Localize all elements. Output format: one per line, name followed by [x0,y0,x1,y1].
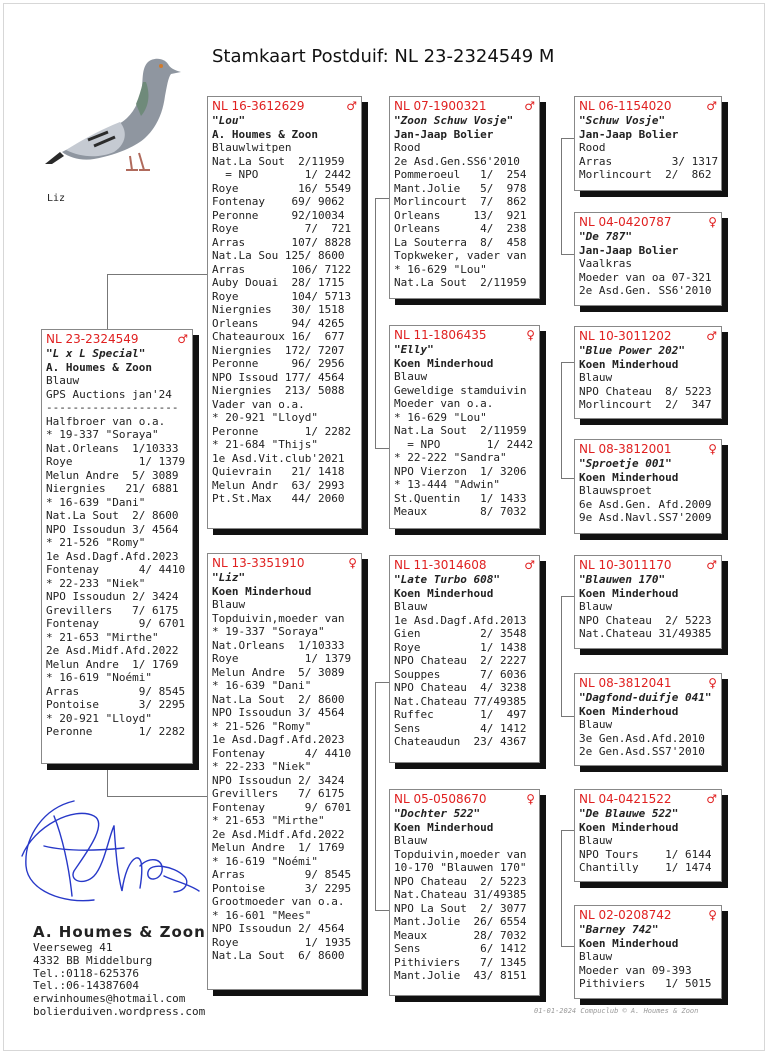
page-title: Stamkaart Postduif: NL 23-2324549 M [212,46,555,67]
photo-caption: Liz [47,193,66,204]
connector-line [375,682,376,910]
card-line: Orleans 13/ 921 [394,208,527,222]
card-line: Rood [394,141,421,154]
breeder-name: Koen Minderhoud [394,586,494,600]
male-icon: ♂ [706,99,717,113]
card-line: * 16-639 "Dani" [46,495,146,509]
card-line: Melun Andr 63/ 2993 [212,478,345,492]
card-header [579,329,717,344]
card-line: Nat.La Sout 2/11959 [394,276,527,289]
card-line: 2e Asd.Midf.Afd.2022 [46,644,179,657]
connector-line [561,362,574,363]
card-line: Niergnies 30/ 1518 [212,303,345,316]
card-line: * 21-653 "Mirthe" [46,630,159,644]
breeder-name: Koen Minderhoud [579,704,679,718]
card-line: * 21-526 "Romy" [212,719,312,733]
ring-number: NL 23-2324549 [46,332,139,346]
card-line: 2e Asd.Gen. SS6'2010 [579,284,712,297]
owner-address-block [33,922,206,1019]
owner-website[interactable]: bolierduiven.wordpress.com [33,1004,206,1018]
card-line: * 22-233 "Niek" [212,760,312,773]
card-line: Topkweker, vader van [394,249,527,262]
connector-line [561,362,562,478]
card-line: NPO Chateau 2/ 5223 [579,613,712,627]
pigeon-name: "Lou" [212,114,246,127]
card-header [579,676,717,691]
card-line: Blauw [579,718,613,731]
card-header [579,99,717,114]
card-line: Nat.La Sout 2/ 8600 [212,692,345,706]
card-line: Blauw [394,600,428,613]
connector-line [107,764,108,796]
card-line: Grootmoeder van o.a. [212,895,345,908]
pedigree-card-maternal-grandfather [389,555,540,763]
card-line: Quievrain 21/ 1418 [212,465,345,478]
connector-line [561,596,574,597]
card-line: Fontenay 4/ 4410 [212,746,352,760]
card-line: Arras 9/ 8545 [46,684,186,698]
card-line: Pontoise 3/ 2295 [212,881,352,895]
pedigree-card-maternal-grandmother [389,789,540,996]
connector-line [561,254,574,255]
pedigree-card-father [207,96,362,529]
card-line: Nat.La Sout 2/ 8600 [46,509,179,522]
card-line: Moeder van oa 07-321 [579,270,712,284]
card-line: Roye 1/ 1379 [46,455,186,468]
breeder-name: Jan-Jaap Bolier [579,127,679,141]
card-line: Nat.Orleans 1/10333 [212,638,345,652]
card-line: Nat.Chateau 77/49385 [394,694,527,708]
pigeon-name: "Sproetje 001" [579,457,672,470]
pedigree-card-ffm [574,212,722,306]
owner-email[interactable]: erwinhoumes@hotmail.com [33,992,186,1006]
card-line: * 19-337 "Soraya" [46,428,159,441]
card-line: Meaux 8/ 7032 [394,505,527,518]
card-line: 1e Asd.Dagf.Afd.2013 [394,613,527,627]
card-line: Mant.Jolie 5/ 978 [394,181,527,195]
card-line: Blauwlwitpen [212,141,292,154]
card-line: * 21-653 "Mirthe" [212,814,325,827]
ring-number: NL 06-1154020 [579,99,672,113]
card-line: Pithiviers 1/ 5015 [579,977,712,990]
card-line: NPO Chateau 2/ 2227 [394,654,527,667]
footer-credit: 01-01-2024 Compuclub © A. Houmes & Zoon [534,1007,699,1015]
card-line: Nat.Orleans 1/10333 [46,441,179,455]
card-line: NPO Chateau 4/ 3238 [394,681,527,694]
card-line: Peronne 96/ 2956 [212,357,345,370]
card-line: Pt.St.Max 44/ 2060 [212,492,345,505]
ring-number: NL 11-1806435 [394,328,487,342]
card-line: * 20-921 "Lloyd" [46,711,152,725]
card-line: Geweldige stamduivin [394,383,527,397]
card-line: Blauw [394,370,428,383]
breeder-name: Koen Minderhoud [579,470,679,484]
card-line: Chateaudun 23/ 4367 [394,735,527,748]
pigeon-name: "Schuw Vosje" [579,114,666,127]
female-icon: ♀ [708,442,717,456]
pigeon-name: "Blue Power 202" [579,344,685,357]
card-header [46,332,188,347]
connector-line [107,274,208,275]
card-line: 1e Asd.Dagf.Afd.2023 [212,733,345,746]
card-line: Melun Andre 1/ 1769 [212,841,345,854]
card-line: Nat.Chateau 31/49385 [394,888,527,901]
card-line: * 22-222 "Sandra" [394,451,507,464]
card-line: Orleans 4/ 238 [394,222,527,235]
pigeon-name: "Elly" [394,343,434,356]
card-line: Roye 7/ 721 [212,222,352,235]
owner-mobile: Tel.:06-14387604 [33,979,139,993]
connector-line [561,830,574,831]
card-line: Nat.La Sout 6/ 8600 [212,949,345,962]
pedigree-card-mother [207,553,362,990]
card-header [579,442,717,457]
ring-number: NL 10-3011202 [579,329,672,343]
card-line: Roye 1/ 1438 [394,640,527,654]
card-line: Grevillers 7/ 6175 [212,787,345,800]
card-header [579,558,717,573]
pedigree-card-mmm [574,905,722,999]
connector-line [561,138,574,139]
connector-line [375,448,389,449]
connector-line [375,910,389,911]
connector-line [561,138,562,254]
card-header [579,792,717,807]
card-line: 1e Asd.Vit.club'2021 [212,451,345,465]
ring-number: NL 02-0208742 [579,908,672,922]
card-line: NPO Issoudun 2/ 4564 [212,922,345,935]
card-line: Roye 16/ 5549 [212,181,352,195]
pigeon-name: "Blauwen 170" [579,573,666,586]
card-header [394,558,535,573]
pigeon-name: "Zoon Schuw Vosje" [394,114,514,127]
card-line: * 13-444 "Adwin" [394,478,500,491]
card-line: Nat.La Sou 125/ 8600 [212,249,345,262]
owner-name: A. Houmes & Zoon [33,923,206,941]
pedigree-card-paternal-grandfather [389,96,540,299]
card-line: Peronne 1/ 2282 [212,424,352,438]
card-line: = NPO 1/ 2442 [394,437,534,451]
card-line: Orleans 94/ 4265 [212,316,345,330]
card-line: Peronne 1/ 2282 [46,725,186,738]
card-line: Topduivin,moeder van [212,611,345,625]
ring-number: NL 04-0421522 [579,792,672,806]
connector-line [375,198,376,448]
card-line: * 16-639 "Dani" [212,679,312,692]
connector-line [375,682,389,683]
breeder-name: Koen Minderhoud [394,356,494,370]
card-line: NPO Vierzon 1/ 3206 [394,464,527,478]
card-line: Vaalkras [579,257,632,270]
card-line: GPS Auctions jan'24 [46,387,172,401]
card-line: Nat.La Sout 2/11959 [394,424,527,437]
card-line: Mant.Jolie 26/ 6554 [394,915,527,928]
card-line: Niergnies 172/ 7207 [212,343,345,357]
connector-line [561,716,574,717]
card-line: Blauw [579,834,613,847]
ring-number: NL 16-3612629 [212,99,305,113]
card-line: Blauw [579,600,613,613]
ring-number: NL 08-3812001 [579,442,672,456]
card-line: NPO Issoud 177/ 4564 [212,370,345,384]
card-line: 2e Asd.Gen.SS6'2010 [394,154,520,168]
card-line: 2e Gen.Asd.SS7'2010 [579,745,705,758]
card-line: Arras 106/ 7122 [212,262,352,276]
card-line: * 20-921 "Lloyd" [212,411,318,424]
card-line: * 16-619 "Noémi" [212,854,318,868]
pigeon-name: "Liz" [212,571,246,584]
card-line: Fontenay 69/ 9062 [212,195,345,208]
card-line: 3e Gen.Asd.Afd.2010 [579,731,705,745]
card-header [579,908,717,923]
breeder-name: Koen Minderhoud [579,936,679,950]
connector-line [561,830,562,946]
card-line: Blauw [212,598,246,611]
breeder-name: Koen Minderhoud [579,357,679,371]
card-line: Pithiviers 7/ 1345 [394,955,527,969]
male-icon: ♂ [706,329,717,343]
card-line: Roye 104/ 5713 [212,289,352,303]
card-line: * 21-684 "Thijs" [212,438,318,451]
female-icon: ♀ [526,792,535,806]
card-line: Blauwsproet [579,484,652,497]
card-line: Morlincourt 7/ 862 [394,195,527,208]
card-header [394,99,535,114]
ring-number: NL 13-3351910 [212,556,305,570]
card-line: Pommeroeul 1/ 254 [394,168,527,181]
card-line: NPO Chateau 8/ 5223 [579,384,712,398]
card-line: Blauw [579,950,613,963]
card-line: * 19-337 "Soraya" [212,625,325,638]
card-line: 1e Asd.Dagf.Afd.2023 [46,549,179,563]
card-line: Blauw [579,371,613,384]
card-line: * 16-619 "Noémi" [46,671,152,684]
card-header [394,792,535,807]
pedigree-card-fmf [574,326,722,419]
breeder-name: Jan-Jaap Bolier [579,243,679,257]
card-line: Pontoise 3/ 2295 [46,698,186,711]
card-line: Sens 4/ 1412 [394,721,527,735]
ring-number: NL 10-3011170 [579,558,672,572]
male-icon: ♂ [706,792,717,806]
male-icon: ♂ [346,99,357,113]
card-line: 6e Asd.Gen. Afd.2009 [579,497,712,511]
card-line: * 22-233 "Niek" [46,576,146,590]
card-line: Morlincourt 2/ 862 [579,168,712,181]
card-line: NPO Tours 1/ 6144 [579,847,712,861]
connector-line [561,946,574,947]
card-line: NPO La Sout 2/ 3077 [394,901,527,915]
pigeon-name: "L x L Special" [46,347,146,360]
card-line: Moeder van o.a. [394,397,494,410]
card-line: Fontenay 9/ 6701 [212,800,352,814]
female-icon: ♀ [526,328,535,342]
male-icon: ♂ [524,99,535,113]
male-icon: ♂ [177,332,188,346]
connector-line [375,198,389,199]
breeder-name: Koen Minderhoud [579,586,679,600]
card-line: Grevillers 7/ 6175 [46,603,179,617]
connector-line [107,274,108,329]
pedigree-card-mfm [574,673,722,766]
card-line: NPO Chateau 2/ 5223 [394,874,527,888]
pigeon-name: "Dagfond-duifje 041" [579,691,712,704]
female-icon: ♀ [708,215,717,229]
card-line: Arras 3/ 1317 [579,154,719,168]
male-icon: ♂ [524,558,535,572]
breeder-name: Jan-Jaap Bolier [394,127,494,141]
card-header [212,556,357,571]
pedigree-card-paternal-grandmother [389,325,540,529]
card-line: Blauw [394,834,428,847]
pedigree-card-fff [574,96,722,191]
card-header [579,215,717,230]
pigeon-name: "Barney 742" [579,923,659,936]
card-line: Rood [579,141,606,154]
card-header [212,99,357,114]
handwritten-signature [14,796,204,911]
ring-number: NL 04-0420787 [579,215,672,229]
connector-line [561,478,574,479]
female-icon: ♀ [348,556,357,570]
card-line: 9e Asd.Navl.SS7'2009 [579,511,712,524]
card-line: Chantilly 1/ 1474 [579,861,712,874]
card-line: Melun Andre 5/ 3089 [46,468,179,482]
card-line: Vader van o.a. [212,397,305,411]
card-line: 2e Asd.Midf.Afd.2022 [212,827,345,841]
card-line: La Souterra 8/ 458 [394,235,527,249]
connector-line [561,596,562,716]
card-line: Melun Andre 1/ 1769 [46,657,179,671]
breeder-name: Koen Minderhoud [394,820,494,834]
card-line: Sens 6/ 1412 [394,942,527,955]
card-line: Melun Andre 5/ 3089 [212,665,345,679]
pigeon-name: "De Blauwe 522" [579,807,679,820]
card-line: Nat.La Sout 2/11959 [212,154,345,168]
card-line: * 16-629 "Lou" [394,262,487,276]
owner-phone: Tel.:0118-625376 [33,966,139,980]
ring-number: NL 07-1900321 [394,99,487,113]
ring-number: NL 05-0508670 [394,792,487,806]
card-line: -------------------- [46,401,179,414]
card-line: = NPO 1/ 2442 [212,168,352,181]
card-line: Niergnies 213/ 5088 [212,384,345,397]
card-line: Ruffec 1/ 497 [394,708,527,721]
card-line: NPO Issoudun 3/ 4564 [212,706,345,719]
card-line: NPO Issoudun 2/ 3424 [212,773,345,787]
female-icon: ♀ [708,676,717,690]
card-line: Souppes 7/ 6036 [394,667,527,681]
card-line: Nat.Chateau 31/49385 [579,627,712,640]
male-icon: ♂ [706,558,717,572]
card-line: Chateauroux 16/ 677 [212,330,345,343]
owner-city: 4332 BB Middelburg [33,953,153,967]
card-line: St.Quentin 1/ 1433 [394,491,527,505]
card-line: Niergnies 21/ 6881 [46,482,179,495]
card-line: Fontenay 9/ 6701 [46,617,186,630]
card-line: Peronne 92/10034 [212,208,345,222]
card-line: * 21-526 "Romy" [46,536,146,549]
card-line: Topduivin,moeder van [394,847,527,861]
card-line: Morlincourt 2/ 347 [579,398,712,411]
pedigree-card-subject [41,329,193,764]
card-line: 10-170 "Blauwen 170" [394,861,527,874]
card-line: * 16-601 "Mees" [212,908,312,922]
breeder-name: Koen Minderhoud [212,584,312,598]
pedigree-card-mmf [574,789,722,882]
card-line: Mant.Jolie 43/ 8151 [394,969,527,982]
card-line: Halfbroer van o.a. [46,414,166,428]
breeder-name: A. Houmes & Zoon [46,360,152,374]
card-line: Moeder van 09-393 [579,963,692,977]
pedigree-card-mff [574,555,722,649]
card-line: Gien 2/ 3548 [394,627,527,640]
owner-street: Veerseweg 41 [33,941,113,954]
pigeon-photo [42,52,192,187]
card-line: Auby Douai 28/ 1715 [212,276,345,289]
card-line: Meaux 28/ 7032 [394,928,527,942]
card-header [394,328,535,343]
card-line: NPO Issoudun 3/ 4564 [46,522,179,536]
card-line: Blauw [46,374,80,387]
ring-number: NL 08-3812041 [579,676,672,690]
card-line: Roye 1/ 1935 [212,935,352,949]
card-line: * 16-629 "Lou" [394,410,487,424]
card-line: Arras 107/ 8828 [212,235,352,249]
breeder-name: A. Houmes & Zoon [212,127,318,141]
female-icon: ♀ [708,908,717,922]
card-line: NPO Issoudun 2/ 3424 [46,590,179,603]
card-line: Fontenay 4/ 4410 [46,563,186,576]
pigeon-name: "De 787" [579,230,632,243]
card-line: Arras 9/ 8545 [212,868,352,881]
breeder-name: Koen Minderhoud [579,820,679,834]
pedigree-card-fmm [574,439,722,534]
pigeon-name: "Dochter 522" [394,807,481,820]
ring-number: NL 11-3014608 [394,558,487,572]
pigeon-name: "Late Turbo 608" [394,573,500,586]
card-line: Roye 1/ 1379 [212,652,352,665]
